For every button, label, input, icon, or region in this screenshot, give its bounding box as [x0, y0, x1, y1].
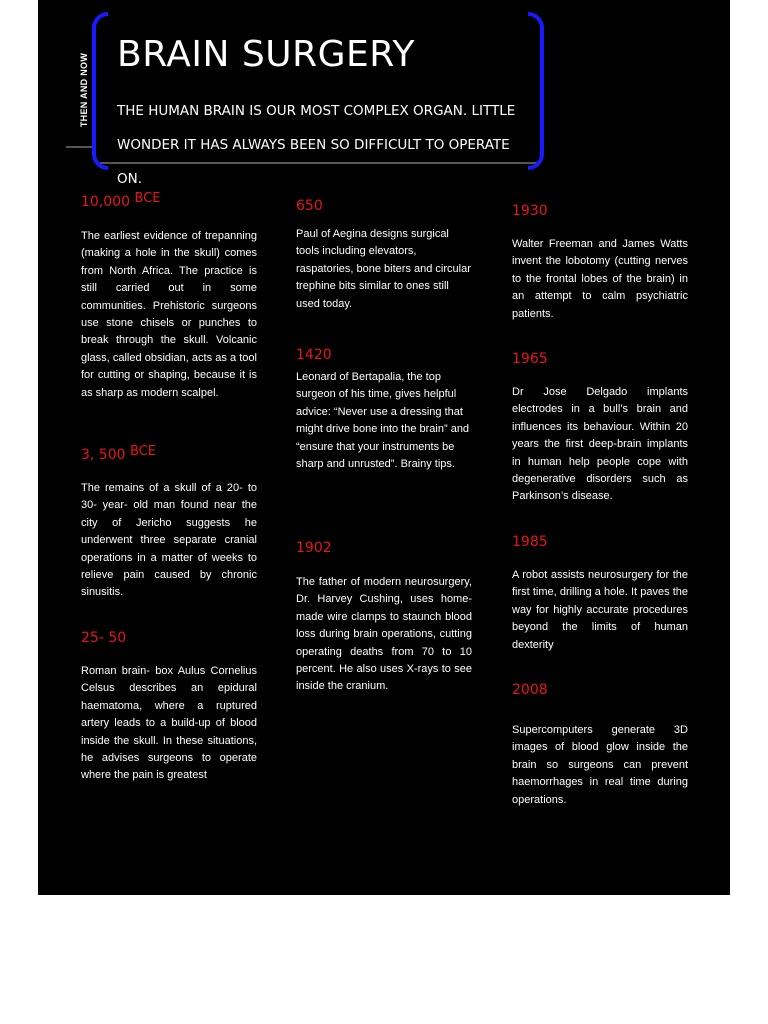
page-title: BRAIN SURGERY	[117, 34, 415, 75]
timeline-text: Supercomputers generate 3D images of blood glow inside the brain so surgeons can prevent haemorrhages in real time during operations.	[512, 724, 688, 806]
timeline-text: Walter Freeman and James Watts invent the lobotomy (cutting nerves to the frontal lobes of the brain) in an attempt to calm psychiatric patients.	[512, 238, 688, 320]
timeline-year: 650	[296, 198, 323, 214]
timeline-year: 2008	[512, 682, 548, 698]
timeline-year: 1902	[296, 540, 332, 556]
timeline-year: 10,000 BCE	[81, 191, 161, 210]
divider-left	[66, 146, 94, 148]
timeline-text: Leonard of Bertapalia, the top surgeon of his time, gives helpful advice: “Never use a dressing that might drive bone into the brain” and “ensure that your instruments be sharp and unrusted”. Brainy tips.	[296, 371, 470, 471]
era-suffix: BCE	[134, 191, 161, 206]
timeline-year: 3, 500 BCE	[81, 444, 156, 463]
era-suffix: BCE	[129, 444, 156, 459]
section-tag-label: THEN AND NOW	[79, 52, 89, 128]
timeline-text: The father of modern neurosurgery, Dr. Harvey Cushing, uses home-made wire clamps to staunch blood loss during brain operations, cutting operating deaths from 70 to 10 percent. He also uses X-rays to see inside the cranium.	[296, 576, 472, 693]
page-subtitle: THE HUMAN BRAIN IS OUR MOST COMPLEX ORGAN. LITTLE WONDER IT HAS ALWAYS BEEN SO DIFFICULT TO OPERATE ON.	[117, 103, 516, 187]
timeline-year: 1930	[512, 203, 548, 219]
timeline-text: The earliest evidence of trepanning (making a hole in the skull) comes from North Africa. The practice is still carried out in some communities. Prehistoric surgeons use stone chisels or punches to break through the skull. Volcanic glass, called obsidian, acts as a tool for cutting or shaping, because it is as sharp as modern scalpel.	[81, 230, 257, 399]
left-bracket-decoration	[92, 12, 108, 170]
timeline-year: 25- 50	[81, 630, 127, 646]
timeline-year: 1965	[512, 351, 548, 367]
timeline-year: 1985	[512, 534, 548, 550]
timeline-text: The remains of a skull of a 20- to 30- year- old man found near the city of Jericho suggests he underwent three separate cranial operations in a matter of weeks to relieve pain caused by chronic sinusitis.	[81, 482, 257, 599]
timeline-text: Dr Jose Delgado implants electrodes in a bull’s brain and influences its behaviour. Within 20 years the first deep-brain implants in human help people cope with degenerative disorders such as Parkinson’s disease.	[512, 386, 688, 503]
timeline-year: 1420	[296, 347, 332, 363]
timeline-text: Paul of Aegina designs surgical tools including elevators, raspatories, bone biters and circular trephine bits similar to ones still used today.	[296, 228, 471, 310]
timeline-text: Roman brain- box Aulus Cornelius Celsus describes an epidural haematoma, where a ruptured artery leads to a build-up of blood inside the skull. In these situations, he advises surgeons to operate where the pain is greatest	[81, 665, 257, 782]
section-tag	[76, 42, 92, 138]
timeline-text: A robot assists neurosurgery for the first time, drilling a hole. It paves the way for highly accurate procedures beyond the limits of human dexterity	[512, 569, 688, 651]
